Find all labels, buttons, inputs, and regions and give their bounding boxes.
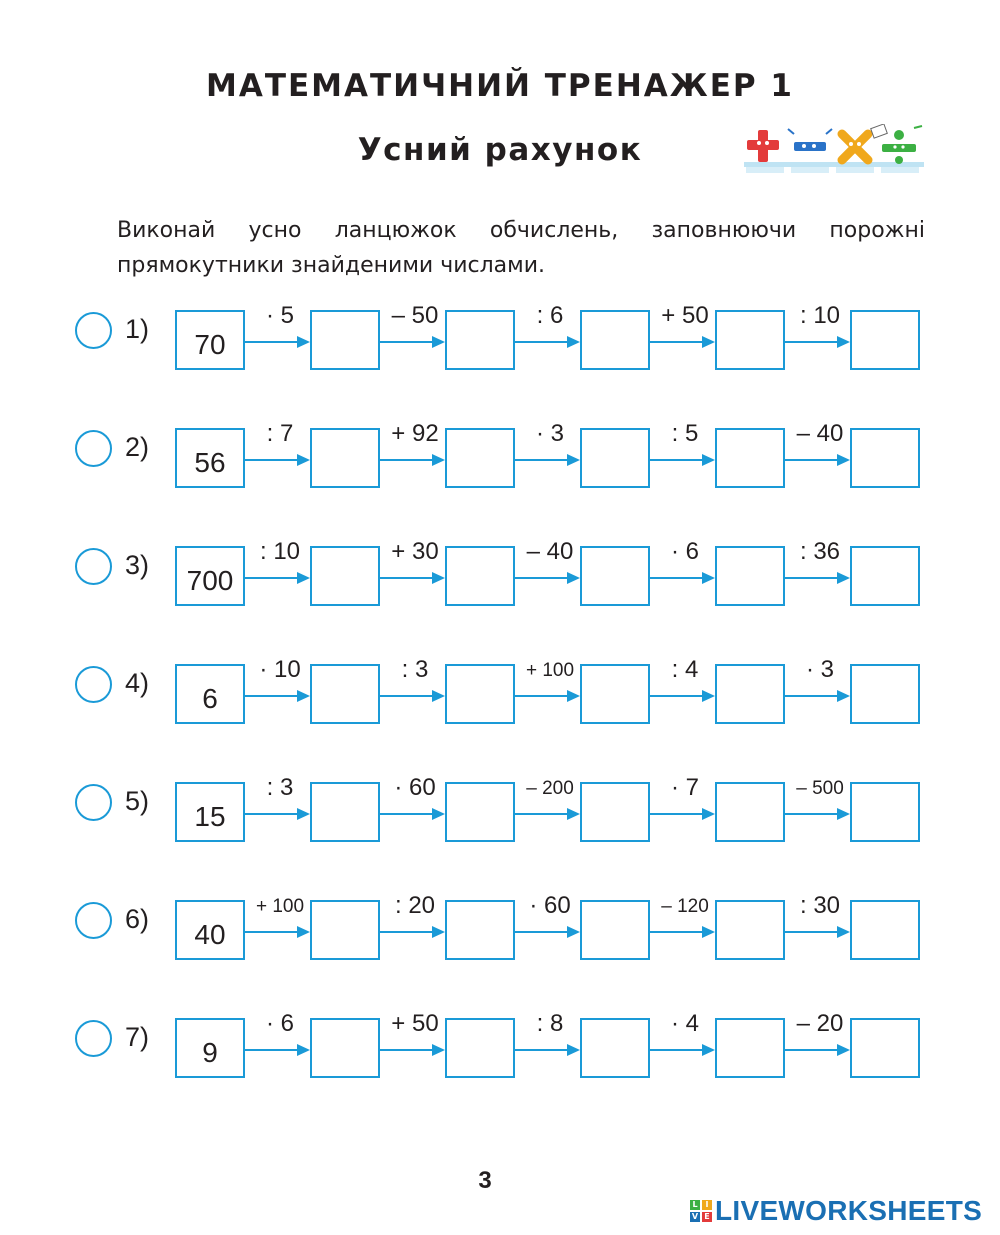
exercise-number: 5) bbox=[125, 786, 150, 816]
operation-label: : 3 bbox=[401, 656, 429, 683]
answer-box[interactable] bbox=[310, 546, 380, 606]
operation-label: · 3 bbox=[535, 420, 564, 447]
exercise-number: 1) bbox=[125, 314, 150, 344]
arrow-right-icon bbox=[650, 689, 715, 703]
arrow-right-icon bbox=[785, 335, 850, 349]
arrow-right-icon bbox=[245, 925, 310, 939]
operation-label: + 50 bbox=[661, 302, 709, 329]
operation-label: – 500 bbox=[796, 778, 844, 799]
answer-box[interactable] bbox=[580, 428, 650, 488]
operation-label: · 60 bbox=[394, 774, 436, 801]
arrow-right-icon bbox=[380, 453, 445, 467]
arrow-right-icon bbox=[515, 1043, 580, 1057]
operation-label: · 10 bbox=[259, 656, 301, 683]
operation-label: : 20 bbox=[394, 892, 436, 919]
answer-box[interactable] bbox=[580, 546, 650, 606]
exercise-row bbox=[0, 1010, 1000, 1088]
check-circle-icon[interactable] bbox=[75, 430, 112, 467]
answer-box[interactable] bbox=[580, 782, 650, 842]
arrow-right-icon bbox=[515, 335, 580, 349]
operation-label: + 100 bbox=[525, 660, 575, 681]
arrow-right-icon bbox=[515, 807, 580, 821]
answer-box[interactable] bbox=[850, 1018, 920, 1078]
answer-box[interactable] bbox=[580, 664, 650, 724]
check-circle-icon[interactable] bbox=[75, 902, 112, 939]
exercise-number: 4) bbox=[125, 668, 150, 698]
arrow-right-icon bbox=[650, 335, 715, 349]
exercise-number: 7) bbox=[125, 1022, 150, 1052]
exercise-number: 3) bbox=[125, 550, 150, 580]
answer-box[interactable] bbox=[580, 1018, 650, 1078]
answer-box[interactable] bbox=[445, 900, 515, 960]
operation-label: · 5 bbox=[265, 302, 294, 329]
start-value-box: 9 bbox=[175, 1018, 245, 1078]
operation-label: : 6 bbox=[536, 302, 564, 329]
watermark-text: LIVEWORKSHEETS bbox=[715, 1195, 983, 1226]
answer-box[interactable] bbox=[310, 782, 380, 842]
logo-badge-letter: V bbox=[691, 1212, 699, 1221]
arrow-right-icon bbox=[245, 689, 310, 703]
check-circle-icon[interactable] bbox=[75, 548, 112, 585]
operation-label: + 30 bbox=[391, 538, 439, 565]
start-value-box: 56 bbox=[175, 428, 245, 488]
arrow-right-icon bbox=[785, 925, 850, 939]
arrow-right-icon bbox=[785, 689, 850, 703]
operation-label: : 30 bbox=[799, 892, 841, 919]
arrow-right-icon bbox=[245, 453, 310, 467]
operation-label: + 100 bbox=[255, 896, 305, 917]
operation-label: – 40 bbox=[526, 538, 574, 565]
start-value-box: 70 bbox=[175, 310, 245, 370]
answer-box[interactable] bbox=[445, 310, 515, 370]
arrow-right-icon bbox=[650, 453, 715, 467]
arrow-right-icon bbox=[785, 1043, 850, 1057]
exercise-number: 6) bbox=[125, 904, 150, 934]
operation-label: · 6 bbox=[265, 1010, 294, 1037]
arrow-right-icon bbox=[650, 571, 715, 585]
answer-box[interactable] bbox=[715, 1018, 785, 1078]
logo-badge-letter: E bbox=[702, 1212, 712, 1222]
answer-box[interactable] bbox=[445, 546, 515, 606]
exercise-number: 2) bbox=[125, 432, 150, 462]
instruction-text: Виконай усно ланцюжок обчислень, заповнюючи порожні прямокутники знайденими числами. bbox=[117, 218, 925, 278]
answer-box[interactable] bbox=[715, 428, 785, 488]
answer-box[interactable] bbox=[445, 782, 515, 842]
arrow-right-icon bbox=[245, 571, 310, 585]
logo-badge-letter: L bbox=[690, 1200, 700, 1210]
arrow-right-icon bbox=[785, 807, 850, 821]
exercise-row bbox=[0, 420, 1000, 498]
arrow-right-icon bbox=[245, 807, 310, 821]
exercise-row bbox=[0, 538, 1000, 616]
operation-label: – 50 bbox=[391, 302, 439, 329]
answer-box[interactable] bbox=[850, 664, 920, 724]
arrow-right-icon bbox=[380, 689, 445, 703]
operation-label: – 120 bbox=[661, 896, 709, 917]
answer-box[interactable] bbox=[445, 428, 515, 488]
check-circle-icon[interactable] bbox=[75, 666, 112, 703]
answer-box[interactable] bbox=[850, 782, 920, 842]
arrow-right-icon bbox=[650, 1043, 715, 1057]
arrow-right-icon bbox=[245, 335, 310, 349]
answer-box[interactable] bbox=[310, 1018, 380, 1078]
arrow-right-icon bbox=[245, 1043, 310, 1057]
operation-label: · 60 bbox=[529, 892, 571, 919]
check-circle-icon[interactable] bbox=[75, 312, 112, 349]
arrow-right-icon bbox=[380, 571, 445, 585]
answer-box[interactable] bbox=[850, 900, 920, 960]
exercise-row bbox=[0, 656, 1000, 734]
answer-box[interactable] bbox=[715, 900, 785, 960]
operation-label: – 40 bbox=[796, 420, 844, 447]
answer-box[interactable] bbox=[310, 310, 380, 370]
arrow-right-icon bbox=[650, 925, 715, 939]
answer-box[interactable] bbox=[850, 428, 920, 488]
page-subtitle: Усний рахунок bbox=[357, 132, 643, 168]
answer-box[interactable] bbox=[850, 546, 920, 606]
arrow-right-icon bbox=[380, 807, 445, 821]
logo-badge-letter: I bbox=[702, 1200, 712, 1210]
check-circle-icon[interactable] bbox=[75, 1020, 112, 1057]
operation-label: · 7 bbox=[670, 774, 699, 801]
answer-box[interactable] bbox=[715, 782, 785, 842]
arrow-right-icon bbox=[785, 453, 850, 467]
operation-label: · 6 bbox=[670, 538, 699, 565]
answer-box[interactable] bbox=[580, 310, 650, 370]
operation-label: : 4 bbox=[671, 656, 699, 683]
operation-label: – 200 bbox=[526, 778, 574, 799]
arrow-right-icon bbox=[380, 335, 445, 349]
answer-box[interactable] bbox=[445, 664, 515, 724]
operation-label: · 4 bbox=[670, 1010, 699, 1037]
logo-badge bbox=[690, 1200, 712, 1222]
answer-box[interactable] bbox=[715, 310, 785, 370]
answer-box[interactable] bbox=[715, 546, 785, 606]
operation-label: : 8 bbox=[536, 1010, 564, 1037]
operation-label: + 50 bbox=[391, 1010, 439, 1037]
check-circle-icon[interactable] bbox=[75, 784, 112, 821]
operation-label: · 3 bbox=[805, 656, 834, 683]
operation-label: : 3 bbox=[266, 774, 294, 801]
answer-box[interactable] bbox=[310, 664, 380, 724]
answer-box[interactable] bbox=[445, 1018, 515, 1078]
arrow-right-icon bbox=[515, 453, 580, 467]
start-value-box: 40 bbox=[175, 900, 245, 960]
operation-label: : 10 bbox=[259, 538, 301, 565]
answer-box[interactable] bbox=[310, 900, 380, 960]
operation-label: : 5 bbox=[671, 420, 699, 447]
operation-label: : 10 bbox=[799, 302, 841, 329]
arrow-right-icon bbox=[380, 1043, 445, 1057]
arrow-right-icon bbox=[515, 571, 580, 585]
arrow-right-icon bbox=[650, 807, 715, 821]
exercise-row bbox=[0, 892, 1000, 970]
answer-box[interactable] bbox=[310, 428, 380, 488]
operation-label: + 92 bbox=[391, 420, 439, 447]
answer-box[interactable] bbox=[715, 664, 785, 724]
start-value-box: 6 bbox=[175, 664, 245, 724]
arrow-right-icon bbox=[515, 689, 580, 703]
operation-label: : 36 bbox=[799, 538, 841, 565]
exercise-row bbox=[0, 302, 1000, 380]
arrow-right-icon bbox=[515, 925, 580, 939]
arrow-right-icon bbox=[380, 925, 445, 939]
arrow-right-icon bbox=[785, 571, 850, 585]
exercise-row bbox=[0, 774, 1000, 852]
page-title: МАТЕМАТИЧНИЙ ТРЕНАЖЕР 1 bbox=[206, 68, 794, 104]
liveworksheets-logo bbox=[690, 1195, 982, 1227]
start-value-box: 700 bbox=[175, 546, 245, 606]
answer-box[interactable] bbox=[850, 310, 920, 370]
start-value-box: 15 bbox=[175, 782, 245, 842]
answer-box[interactable] bbox=[580, 900, 650, 960]
operation-label: : 7 bbox=[266, 420, 294, 447]
operation-label: – 20 bbox=[796, 1010, 844, 1037]
page-number: 3 bbox=[478, 1167, 492, 1194]
math-symbols-illustration bbox=[744, 124, 926, 176]
